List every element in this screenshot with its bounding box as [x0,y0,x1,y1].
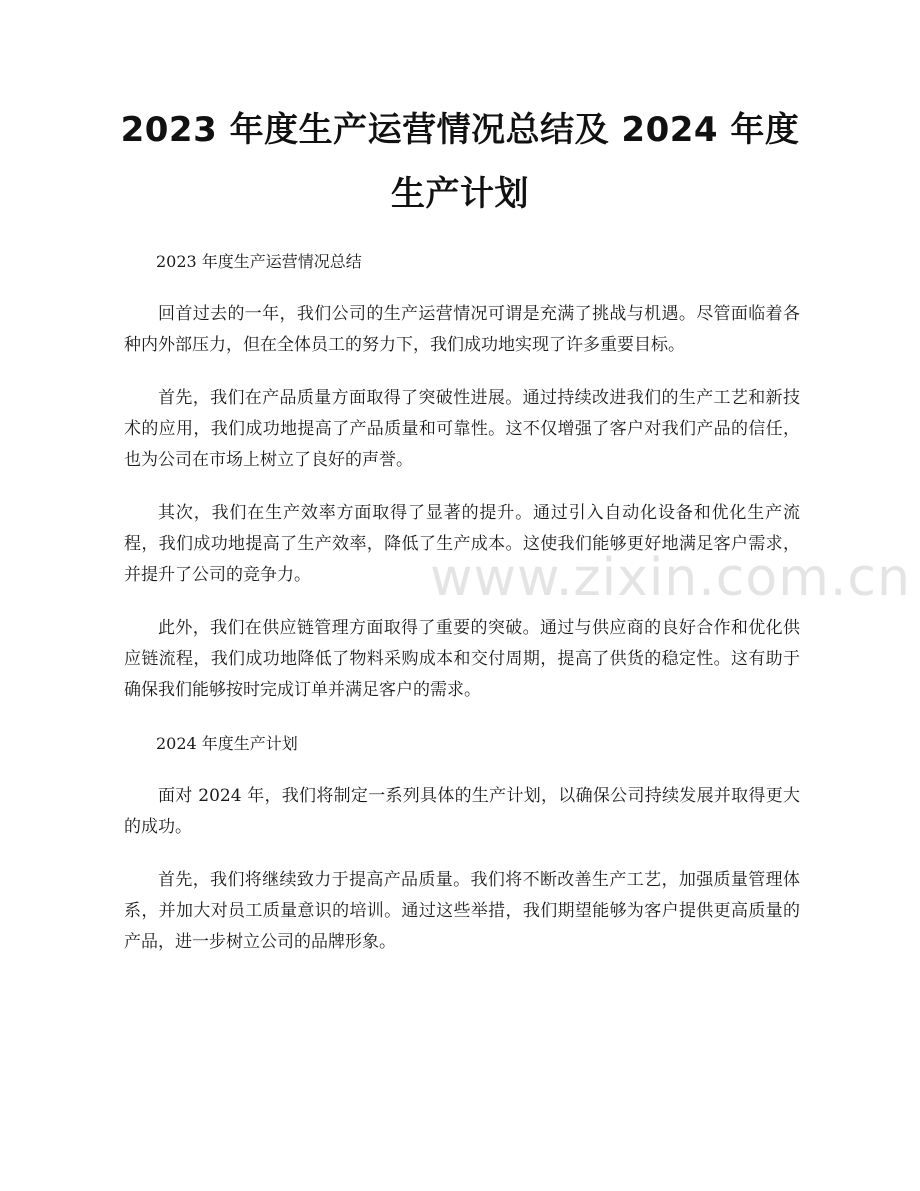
section-heading-2024-plan: 2024 年度生产计划 [156,734,298,753]
paragraph-efficiency: 其次，我们在生产效率方面取得了显著的提升。通过引入自动化设备和优化生产流程，我们成功地提高了生产效率，降低了生产成本。这使我们能够更好地满足客户需求，并提升了公司的竞争力。 [124,503,800,585]
document-title: 2023 年度生产运营情况总结及 2024 年度生产计划 [120,110,800,214]
paragraph-2024-intro: 面对 2024 年，我们将制定一系列具体的生产计划，以确保公司持续发展并取得更大的成功。 [124,786,800,837]
document-body [124,246,800,980]
paragraph-quality: 首先，我们在产品质量方面取得了突破性进展。通过持续改进我们的生产工艺和新技术的应用，我们成功地提高了产品质量和可靠性。这不仅增强了客户对我们产品的信任，也为公司在市场上树立了良好的声誉。 [124,388,800,470]
paragraph-intro: 回首过去的一年，我们公司的生产运营情况可谓是充满了挑战与机遇。尽管面临着各种内外部压力，但在全体员工的努力下，我们成功地实现了许多重要目标。 [124,304,800,355]
section-heading-2023-summary: 2023 年度生产运营情况总结 [156,252,362,271]
paragraph-2024-quality: 首先，我们将继续致力于提高产品质量。我们将不断改善生产工艺，加强质量管理体系，并加大对员工质量意识的培训。通过这些举措，我们期望能够为客户提供更高质量的产品，进一步树立公司的品牌形象。 [124,870,800,952]
paragraph-supply-chain: 此外，我们在供应链管理方面取得了重要的突破。通过与供应商的良好合作和优化供应链流程，我们成功地降低了物料采购成本和交付周期，提高了供货的稳定性。这有助于确保我们能够按时完成订单并满足客户的需求。 [124,618,800,700]
watermark: www.zixin.com.cn [430,548,911,608]
